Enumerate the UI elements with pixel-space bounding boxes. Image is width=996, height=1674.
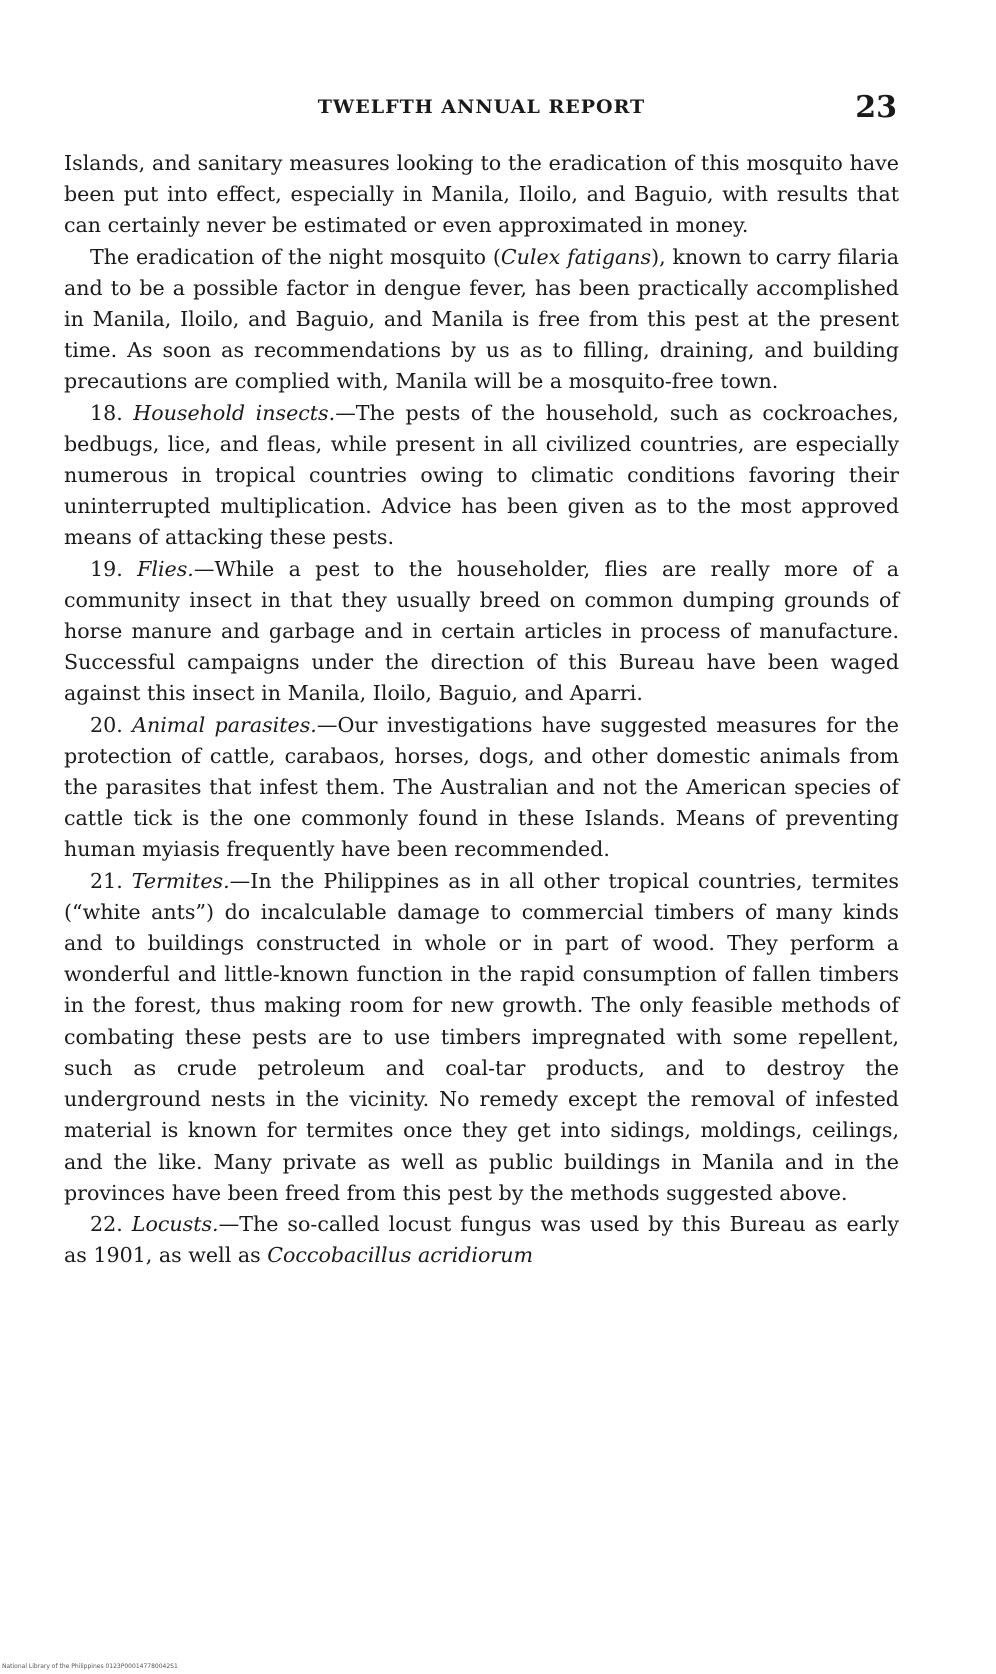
body-text bbox=[64, 148, 899, 1271]
section-heading: Termites. bbox=[131, 868, 230, 893]
paragraph-household-insects: 18. Household insects.—The pests of the household, such as cockroaches, bedbugs, lice, and fleas, while present in all civilized countries, are especially numerous in tropical countries owing to climatic conditions favoring their uninterrupted multiplication. Advice has been given as to the most approved means of attacking these pests. bbox=[64, 400, 899, 550]
paragraph-locusts: 22. Locusts.—The so-called locust fungus was used by this Bureau as early as 1901, as well as Coccobacillus acridiorum bbox=[64, 1211, 899, 1268]
running-title: TWELFTH ANNUAL REPORT bbox=[317, 96, 646, 118]
page-number: 23 bbox=[855, 90, 897, 125]
section-heading: Household insects. bbox=[133, 400, 336, 425]
species-name: Culex fatigans bbox=[500, 244, 652, 269]
paragraph-continuation: Islands, and sanitary measures looking to the eradication of this mosquito have been put into effect, especially in Manila, Iloilo, and Baguio, with results that can certainly never be estimated or even approximated in money. bbox=[64, 151, 899, 238]
section-heading: Flies. bbox=[137, 556, 194, 581]
section-heading: Animal parasites. bbox=[132, 712, 317, 737]
paragraph-animal-parasites: 20. Animal parasites.—Our investigations have suggested measures for the protection of cattle, carabaos, horses, dogs, and other domestic animals from the parasites that infest them. The Australian and not the American species of cattle tick is the one commonly found in these Islands. Means of preventing human myiasis frequently have been recommended. bbox=[64, 712, 899, 862]
scan-footer: National Library of the Philippines 0123P000147780042S1 bbox=[2, 1663, 178, 1670]
species-name: Coccobacillus acridiorum bbox=[267, 1243, 534, 1268]
page-header bbox=[64, 92, 899, 132]
document-page bbox=[64, 92, 899, 1271]
paragraph-night-mosquito: The eradication of the night mosquito (Culex fatigans), known to carry filaria and to be a possible factor in dengue fever, has been practically accomplished in Manila, Iloilo, and Baguio, and Manila is free from this pest at the present time. As soon as recommendations by us as to filling, draining, and building precautions are complied with, Manila will be a mosquito-free town. bbox=[64, 244, 899, 394]
section-heading: Locusts. bbox=[131, 1211, 219, 1236]
paragraph-flies: 19. Flies.—While a pest to the householder, flies are really more of a community insect in that they usually breed on common dumping grounds of horse manure and garbage and in certain articles in process of manufacture. Successful campaigns under the direction of this Bureau have been waged against this insect in Manila, Iloilo, Baguio, and Aparri. bbox=[64, 556, 899, 706]
paragraph-termites: 21. Termites.—In the Philippines as in all other tropical countries, termites (“white ants”) do incalculable damage to commercial timbers of many kinds and to buildings constructed in whole or in part of wood. They perform a wonderful and little-known function in the rapid consumption of fallen timbers in the forest, thus making room for new growth. The only feasible methods of combating these pests are to use timbers impregnated with some repellent, such as crude petroleum and coal-tar products, and to destroy the underground nests in the vicinity. No remedy except the removal of infested material is known for termites once they get into sidings, moldings, ceilings, and the like. Many private as well as public buildings in Manila and in the provinces have been freed from this pest by the methods suggested above. bbox=[64, 868, 899, 1205]
